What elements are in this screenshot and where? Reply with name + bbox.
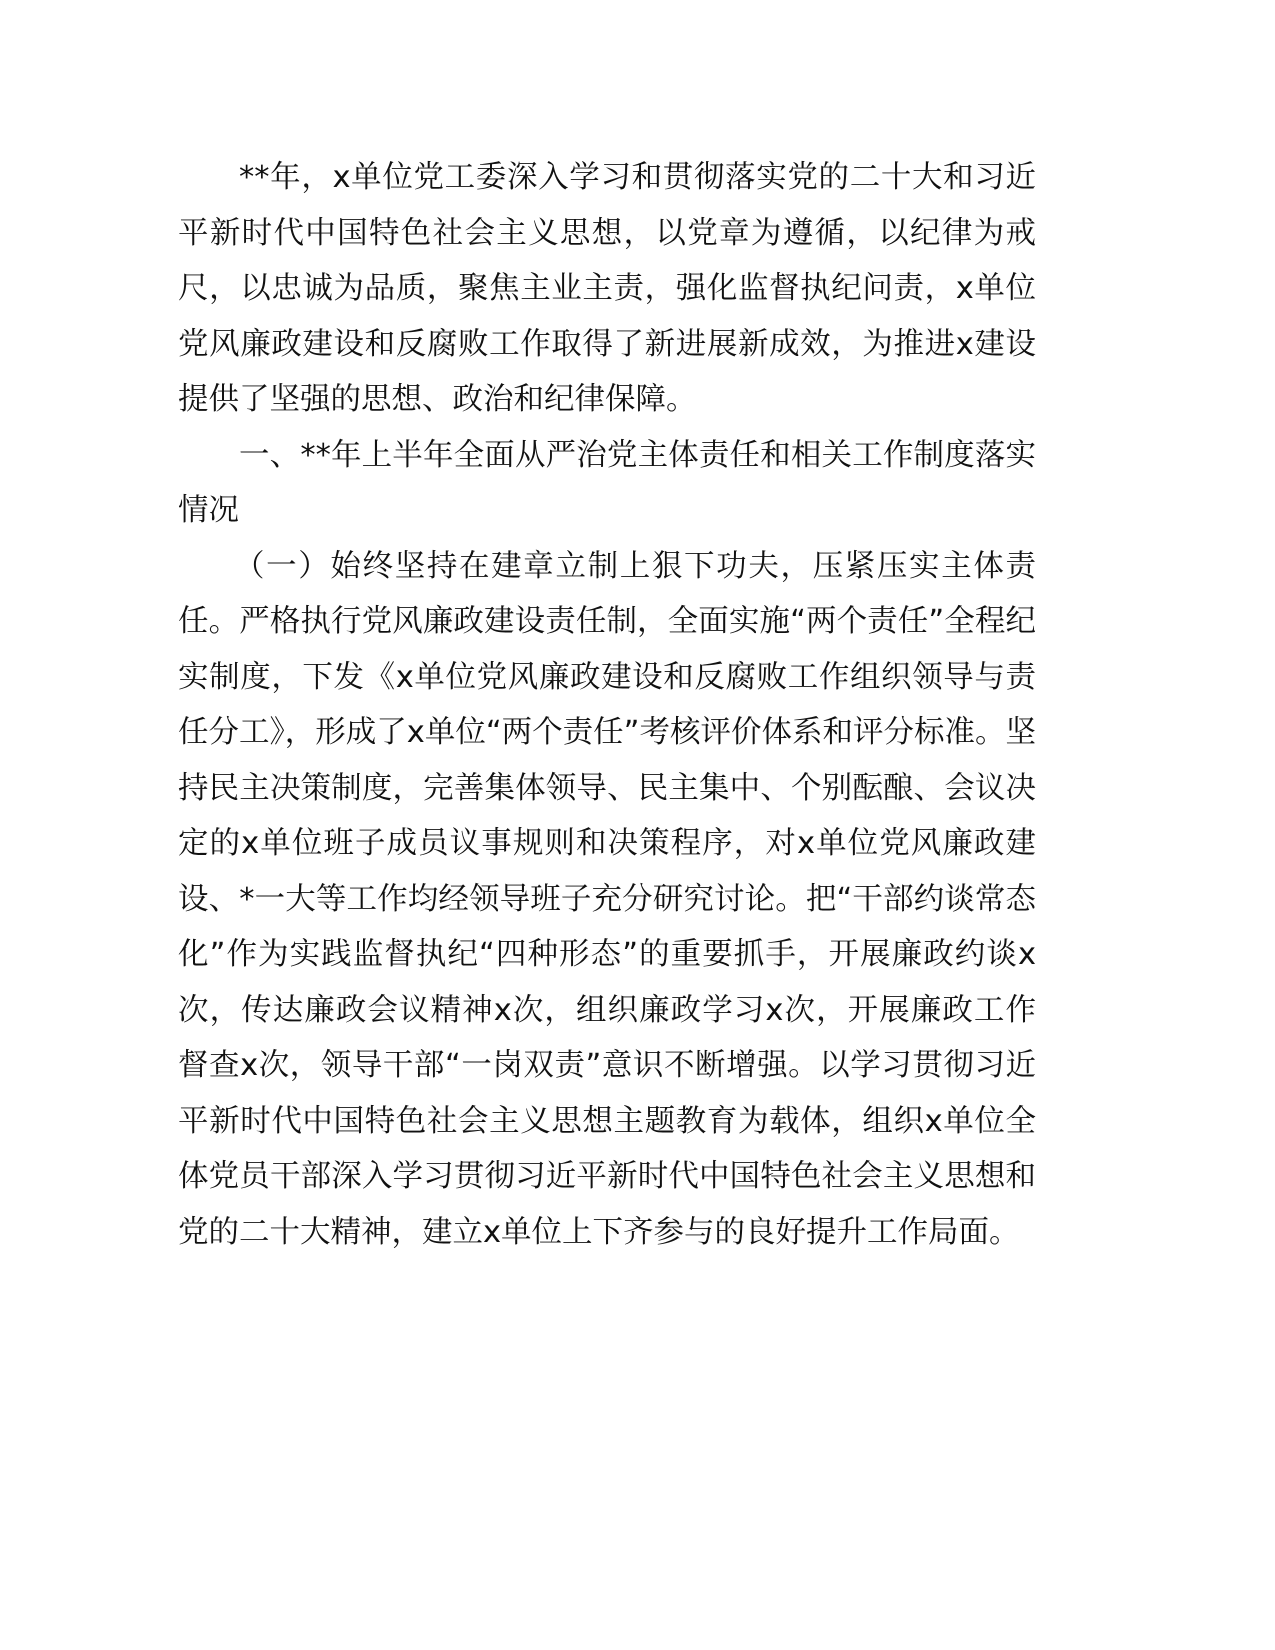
section-heading-1: 一、**年上半年全面从严治党主体责任和相关工作制度落实情况	[178, 437, 1036, 528]
intro-paragraph: **年，x单位党工委深入学习和贯彻落实党的二十大和习近平新时代中国特色社会主义思想，以党章为遵循，以纪律为戒尺，以忠诚为品质，聚焦主业主责，强化监督执纪问责，x单位党风廉政建设和反腐败工作取得了新进展新成效，为推进x建设提供了坚强的思想、政治和纪律保障。	[178, 160, 1036, 417]
subsection-paragraph-1: （一）始终坚持在建章立制上狠下功夫，压紧压实主体责任。严格执行党风廉政建设责任制，全面实施“两个责任”全程纪实制度，下发《x单位党风廉政建设和反腐败工作组织领导与责任分工》，形成了x单位“两个责任”考核评价体系和评分标准。坚持民主决策制度，完善集体领导、民主集中、个别酝酿、会议决定的x单位班子成员议事规则和决策程序，对x单位党风廉政建设、*一大等工作均经领导班子充分研究讨论。把“干部约谈常态化”作为实践监督执纪“四种形态”的重要抓手，开展廉政约谈x次，传达廉政会议精神x次，组织廉政学习x次，开展廉政工作督查x次，领导干部“一岗双责”意识不断增强。以学习贯彻习近平新时代中国特色社会主义思想主题教育为载体，组织x单位全体党员干部深入学习贯彻习近平新时代中国特色社会主义思想和党的二十大精神，建立x单位上下齐参与的良好提升工作局面。	[178, 548, 1036, 1250]
document-page	[178, 150, 1036, 1260]
